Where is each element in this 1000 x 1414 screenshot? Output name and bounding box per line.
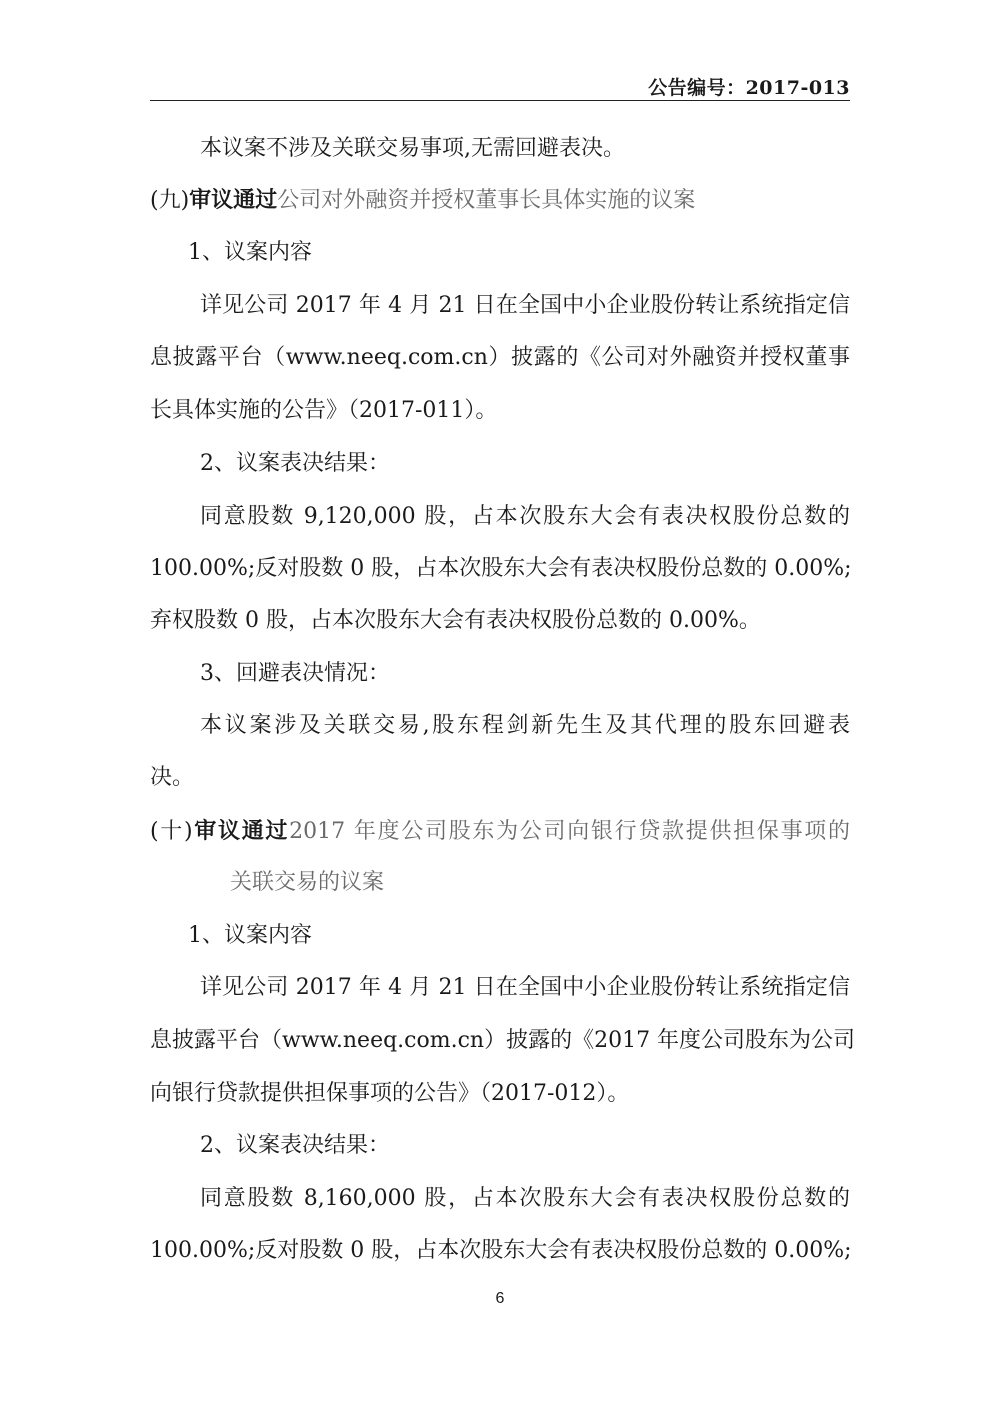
section-number: (九) <box>150 188 190 213</box>
section-title: 公司对外融资并授权董事长具体实施的议案 <box>277 188 696 213</box>
paragraph-line: 同意股数 8,160,000 股，占本次股东大会有表决权股份总数的 <box>200 1186 850 1211</box>
section-verb: 审议通过 <box>192 818 290 844</box>
paragraph-line: 本议案不涉及关联交易事项,无需回避表决。 <box>200 136 625 161</box>
paragraph-line: 向银行贷款提供担保事项的公告》（2017-012）。 <box>150 1081 630 1106</box>
paragraph-line: 息披露平台（www.neeq.com.cn）披露的《公司对外融资并授权董事 <box>150 345 850 370</box>
header-rule <box>150 100 850 101</box>
subheading-content: 1、议案内容 <box>188 923 312 948</box>
paragraph-line: 100.00%;反对股数 0 股，占本次股东大会有表决权股份总数的 0.00%; <box>150 1238 852 1263</box>
paragraph-line: 详见公司 2017 年 4 月 21 日在全国中小企业股份转让系统指定信 <box>200 293 850 318</box>
paragraph-line: 息披露平台（www.neeq.com.cn）披露的《2017 年度公司股东为公司 <box>150 1028 856 1053</box>
subheading-content: 1、议案内容 <box>188 240 312 265</box>
paragraph-line: 长具体实施的公告》（2017-011）。 <box>150 398 498 423</box>
paragraph-line: 100.00%;反对股数 0 股，占本次股东大会有表决权股份总数的 0.00%; <box>150 556 852 581</box>
section-number: (十) <box>150 819 193 844</box>
announcement-number: 公告编号：2017-013 <box>648 77 850 99</box>
section-title-continued: 关联交易的议案 <box>230 870 385 895</box>
section-9-heading <box>150 185 850 216</box>
subheading-vote: 2、议案表决结果： <box>200 451 390 476</box>
subheading-vote: 2、议案表决结果： <box>200 1133 390 1158</box>
paragraph-line: 弃权股数 0 股，占本次股东大会有表决权股份总数的 0.00%。 <box>150 608 761 633</box>
page-number: 6 <box>495 1290 505 1307</box>
paragraph-line: 详见公司 2017 年 4 月 21 日在全国中小企业股份转让系统指定信 <box>200 975 850 1000</box>
paragraph-line: 本议案涉及关联交易,股东程剑新先生及其代理的股东回避表 <box>200 713 850 738</box>
section-10-heading <box>150 816 850 847</box>
subheading-abstain: 3、回避表决情况： <box>200 661 390 686</box>
section-verb: 审议通过 <box>189 187 278 213</box>
paragraph-line: 同意股数 9,120,000 股，占本次股东大会有表决权股份总数的 <box>200 504 850 529</box>
section-title: 2017 年度公司股东为公司向银行贷款提供担保事项的 <box>289 819 850 844</box>
paragraph-line: 决。 <box>150 765 195 790</box>
